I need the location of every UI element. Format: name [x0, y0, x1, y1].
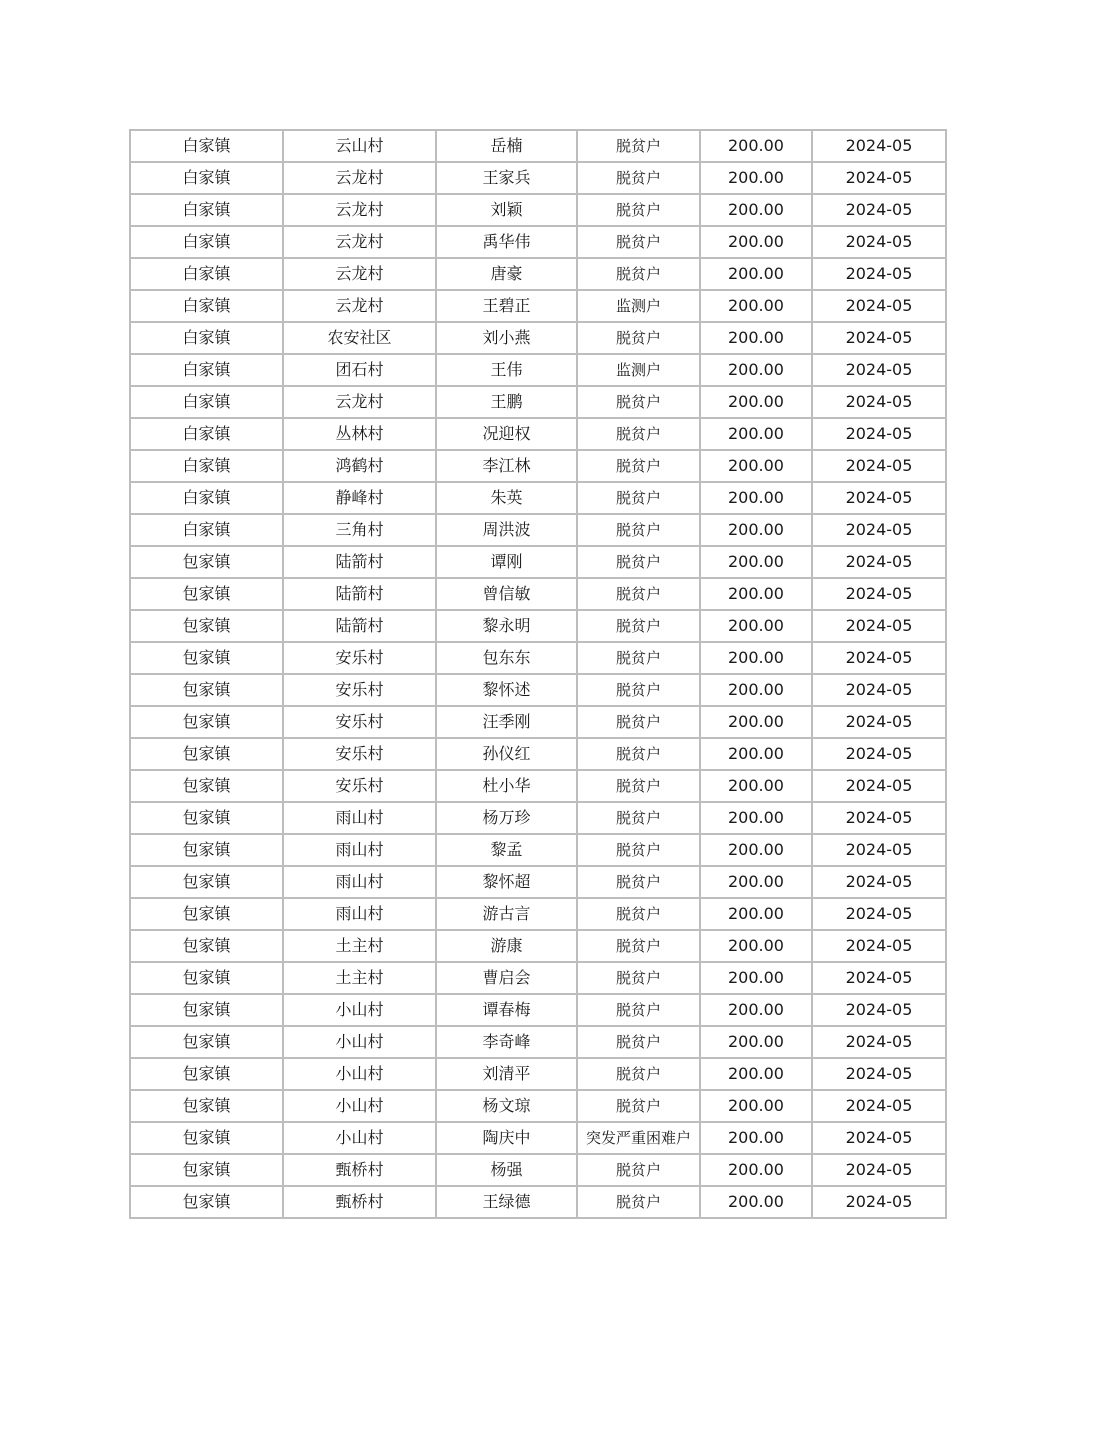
table-row: [130, 226, 946, 258]
village-cell: 陆箭村: [283, 610, 436, 642]
table-row: [130, 898, 946, 930]
month-cell: 2024-05: [812, 386, 946, 418]
amount-cell: 200.00: [700, 1154, 812, 1186]
village-cell: 农安社区: [283, 322, 436, 354]
village-cell: 云龙村: [283, 194, 436, 226]
amount-cell: 200.00: [700, 162, 812, 194]
amount-cell: 200.00: [700, 386, 812, 418]
town-cell: 白家镇: [130, 226, 283, 258]
name-cell: 谭刚: [436, 546, 577, 578]
household-type-cell: 脱贫户: [577, 162, 700, 194]
name-cell: 刘颖: [436, 194, 577, 226]
name-cell: 禹华伟: [436, 226, 577, 258]
village-cell: 雨山村: [283, 898, 436, 930]
household-type-cell: 脱贫户: [577, 706, 700, 738]
household-type-cell: 脱贫户: [577, 578, 700, 610]
town-cell: 白家镇: [130, 194, 283, 226]
table-row: [130, 738, 946, 770]
month-cell: 2024-05: [812, 514, 946, 546]
month-cell: 2024-05: [812, 706, 946, 738]
town-cell: 包家镇: [130, 1186, 283, 1218]
name-cell: 杨文琼: [436, 1090, 577, 1122]
town-cell: 包家镇: [130, 834, 283, 866]
household-type-cell: 脱贫户: [577, 898, 700, 930]
table-row: [130, 130, 946, 162]
month-cell: 2024-05: [812, 1090, 946, 1122]
village-cell: 云龙村: [283, 386, 436, 418]
village-cell: 小山村: [283, 994, 436, 1026]
town-cell: 白家镇: [130, 418, 283, 450]
town-cell: 白家镇: [130, 290, 283, 322]
name-cell: 汪季刚: [436, 706, 577, 738]
town-cell: 包家镇: [130, 1026, 283, 1058]
village-cell: 安乐村: [283, 674, 436, 706]
amount-cell: 200.00: [700, 994, 812, 1026]
village-cell: 安乐村: [283, 642, 436, 674]
town-cell: 包家镇: [130, 770, 283, 802]
amount-cell: 200.00: [700, 194, 812, 226]
table-row: [130, 322, 946, 354]
table-row: [130, 994, 946, 1026]
amount-cell: 200.00: [700, 962, 812, 994]
month-cell: 2024-05: [812, 1058, 946, 1090]
household-type-cell: 脱贫户: [577, 962, 700, 994]
town-cell: 包家镇: [130, 1154, 283, 1186]
month-cell: 2024-05: [812, 898, 946, 930]
table-row: [130, 194, 946, 226]
table-row: [130, 162, 946, 194]
name-cell: 包东东: [436, 642, 577, 674]
name-cell: 曾信敏: [436, 578, 577, 610]
village-cell: 静峰村: [283, 482, 436, 514]
month-cell: 2024-05: [812, 354, 946, 386]
name-cell: 黎怀超: [436, 866, 577, 898]
amount-cell: 200.00: [700, 450, 812, 482]
month-cell: 2024-05: [812, 258, 946, 290]
table-row: [130, 1090, 946, 1122]
table-row: [130, 1058, 946, 1090]
month-cell: 2024-05: [812, 674, 946, 706]
household-type-cell: 脱贫户: [577, 1186, 700, 1218]
name-cell: 王鹏: [436, 386, 577, 418]
month-cell: 2024-05: [812, 578, 946, 610]
village-cell: 小山村: [283, 1090, 436, 1122]
table-row: [130, 706, 946, 738]
household-type-cell: 脱贫户: [577, 418, 700, 450]
name-cell: 王伟: [436, 354, 577, 386]
month-cell: 2024-05: [812, 610, 946, 642]
table-row: [130, 546, 946, 578]
household-type-cell: 脱贫户: [577, 802, 700, 834]
name-cell: 孙仪红: [436, 738, 577, 770]
household-type-cell: 脱贫户: [577, 866, 700, 898]
table-row: [130, 770, 946, 802]
village-cell: 云龙村: [283, 258, 436, 290]
table-row: [130, 1154, 946, 1186]
month-cell: 2024-05: [812, 802, 946, 834]
amount-cell: 200.00: [700, 642, 812, 674]
name-cell: 刘小燕: [436, 322, 577, 354]
village-cell: 陆箭村: [283, 578, 436, 610]
household-type-cell: 突发严重困难户: [577, 1122, 700, 1154]
amount-cell: 200.00: [700, 258, 812, 290]
amount-cell: 200.00: [700, 930, 812, 962]
household-type-cell: 脱贫户: [577, 610, 700, 642]
table-row: [130, 450, 946, 482]
name-cell: 刘清平: [436, 1058, 577, 1090]
household-type-cell: 脱贫户: [577, 770, 700, 802]
village-cell: 甄桥村: [283, 1154, 436, 1186]
month-cell: 2024-05: [812, 1122, 946, 1154]
name-cell: 曹启会: [436, 962, 577, 994]
name-cell: 杜小华: [436, 770, 577, 802]
village-cell: 鸿鹤村: [283, 450, 436, 482]
amount-cell: 200.00: [700, 130, 812, 162]
household-type-cell: 脱贫户: [577, 834, 700, 866]
town-cell: 包家镇: [130, 802, 283, 834]
household-type-cell: 监测户: [577, 354, 700, 386]
name-cell: 陶庆中: [436, 1122, 577, 1154]
amount-cell: 200.00: [700, 1058, 812, 1090]
month-cell: 2024-05: [812, 482, 946, 514]
village-cell: 陆箭村: [283, 546, 436, 578]
table-row: [130, 642, 946, 674]
village-cell: 小山村: [283, 1122, 436, 1154]
table-row: [130, 386, 946, 418]
table-row: [130, 802, 946, 834]
month-cell: 2024-05: [812, 130, 946, 162]
table-row: [130, 930, 946, 962]
town-cell: 包家镇: [130, 674, 283, 706]
household-type-cell: 脱贫户: [577, 482, 700, 514]
month-cell: 2024-05: [812, 226, 946, 258]
village-cell: 三角村: [283, 514, 436, 546]
name-cell: 王碧正: [436, 290, 577, 322]
amount-cell: 200.00: [700, 354, 812, 386]
name-cell: 黎孟: [436, 834, 577, 866]
amount-cell: 200.00: [700, 834, 812, 866]
village-cell: 云龙村: [283, 162, 436, 194]
village-cell: 丛林村: [283, 418, 436, 450]
household-type-cell: 脱贫户: [577, 194, 700, 226]
table-row: [130, 578, 946, 610]
town-cell: 包家镇: [130, 994, 283, 1026]
table-row: [130, 1122, 946, 1154]
name-cell: 岳楠: [436, 130, 577, 162]
month-cell: 2024-05: [812, 546, 946, 578]
table-row: [130, 610, 946, 642]
amount-cell: 200.00: [700, 770, 812, 802]
table-row: [130, 962, 946, 994]
table-row: [130, 866, 946, 898]
village-cell: 云龙村: [283, 290, 436, 322]
household-type-cell: 脱贫户: [577, 1090, 700, 1122]
amount-cell: 200.00: [700, 546, 812, 578]
name-cell: 况迎权: [436, 418, 577, 450]
town-cell: 包家镇: [130, 866, 283, 898]
name-cell: 游康: [436, 930, 577, 962]
town-cell: 包家镇: [130, 1090, 283, 1122]
month-cell: 2024-05: [812, 1026, 946, 1058]
name-cell: 周洪波: [436, 514, 577, 546]
village-cell: 安乐村: [283, 706, 436, 738]
name-cell: 杨强: [436, 1154, 577, 1186]
village-cell: 小山村: [283, 1058, 436, 1090]
town-cell: 白家镇: [130, 482, 283, 514]
table-row: [130, 418, 946, 450]
amount-cell: 200.00: [700, 1186, 812, 1218]
month-cell: 2024-05: [812, 1154, 946, 1186]
amount-cell: 200.00: [700, 1090, 812, 1122]
name-cell: 黎永明: [436, 610, 577, 642]
table-row: [130, 834, 946, 866]
month-cell: 2024-05: [812, 290, 946, 322]
household-type-cell: 脱贫户: [577, 514, 700, 546]
village-cell: 土主村: [283, 930, 436, 962]
name-cell: 朱英: [436, 482, 577, 514]
name-cell: 李奇峰: [436, 1026, 577, 1058]
town-cell: 包家镇: [130, 962, 283, 994]
name-cell: 杨万珍: [436, 802, 577, 834]
household-type-cell: 脱贫户: [577, 450, 700, 482]
month-cell: 2024-05: [812, 322, 946, 354]
household-type-cell: 监测户: [577, 290, 700, 322]
amount-cell: 200.00: [700, 514, 812, 546]
amount-cell: 200.00: [700, 226, 812, 258]
name-cell: 谭春梅: [436, 994, 577, 1026]
town-cell: 白家镇: [130, 130, 283, 162]
town-cell: 包家镇: [130, 642, 283, 674]
town-cell: 包家镇: [130, 930, 283, 962]
month-cell: 2024-05: [812, 642, 946, 674]
amount-cell: 200.00: [700, 482, 812, 514]
table-row: [130, 354, 946, 386]
town-cell: 白家镇: [130, 386, 283, 418]
household-type-cell: 脱贫户: [577, 1026, 700, 1058]
household-type-cell: 脱贫户: [577, 546, 700, 578]
table-row: [130, 674, 946, 706]
table-row: [130, 290, 946, 322]
amount-cell: 200.00: [700, 802, 812, 834]
amount-cell: 200.00: [700, 674, 812, 706]
household-type-cell: 脱贫户: [577, 258, 700, 290]
town-cell: 包家镇: [130, 610, 283, 642]
village-cell: 土主村: [283, 962, 436, 994]
amount-cell: 200.00: [700, 290, 812, 322]
month-cell: 2024-05: [812, 834, 946, 866]
town-cell: 包家镇: [130, 898, 283, 930]
village-cell: 云龙村: [283, 226, 436, 258]
household-type-cell: 脱贫户: [577, 642, 700, 674]
month-cell: 2024-05: [812, 962, 946, 994]
village-cell: 甄桥村: [283, 1186, 436, 1218]
month-cell: 2024-05: [812, 194, 946, 226]
town-cell: 包家镇: [130, 706, 283, 738]
household-type-cell: 脱贫户: [577, 1058, 700, 1090]
village-cell: 团石村: [283, 354, 436, 386]
table-row: [130, 1026, 946, 1058]
town-cell: 白家镇: [130, 162, 283, 194]
amount-cell: 200.00: [700, 1026, 812, 1058]
household-type-cell: 脱贫户: [577, 1154, 700, 1186]
town-cell: 包家镇: [130, 738, 283, 770]
name-cell: 王家兵: [436, 162, 577, 194]
town-cell: 白家镇: [130, 514, 283, 546]
household-type-cell: 脱贫户: [577, 226, 700, 258]
town-cell: 白家镇: [130, 258, 283, 290]
table-row: [130, 482, 946, 514]
household-type-cell: 脱贫户: [577, 930, 700, 962]
town-cell: 包家镇: [130, 578, 283, 610]
amount-cell: 200.00: [700, 898, 812, 930]
town-cell: 包家镇: [130, 1058, 283, 1090]
month-cell: 2024-05: [812, 770, 946, 802]
town-cell: 包家镇: [130, 546, 283, 578]
amount-cell: 200.00: [700, 1122, 812, 1154]
amount-cell: 200.00: [700, 322, 812, 354]
table-row: [130, 514, 946, 546]
household-type-cell: 脱贫户: [577, 322, 700, 354]
month-cell: 2024-05: [812, 450, 946, 482]
household-type-cell: 脱贫户: [577, 738, 700, 770]
village-cell: 安乐村: [283, 738, 436, 770]
town-cell: 白家镇: [130, 450, 283, 482]
village-cell: 雨山村: [283, 866, 436, 898]
month-cell: 2024-05: [812, 162, 946, 194]
village-cell: 雨山村: [283, 802, 436, 834]
amount-cell: 200.00: [700, 738, 812, 770]
amount-cell: 200.00: [700, 706, 812, 738]
name-cell: 游古言: [436, 898, 577, 930]
records-table-body: [130, 130, 946, 1218]
records-table: [129, 129, 947, 1219]
amount-cell: 200.00: [700, 578, 812, 610]
table-row: [130, 1186, 946, 1218]
town-cell: 白家镇: [130, 354, 283, 386]
town-cell: 包家镇: [130, 1122, 283, 1154]
town-cell: 白家镇: [130, 322, 283, 354]
month-cell: 2024-05: [812, 418, 946, 450]
household-type-cell: 脱贫户: [577, 130, 700, 162]
household-type-cell: 脱贫户: [577, 674, 700, 706]
month-cell: 2024-05: [812, 1186, 946, 1218]
name-cell: 李江林: [436, 450, 577, 482]
name-cell: 黎怀述: [436, 674, 577, 706]
month-cell: 2024-05: [812, 738, 946, 770]
month-cell: 2024-05: [812, 994, 946, 1026]
village-cell: 小山村: [283, 1026, 436, 1058]
month-cell: 2024-05: [812, 866, 946, 898]
month-cell: 2024-05: [812, 930, 946, 962]
household-type-cell: 脱贫户: [577, 994, 700, 1026]
amount-cell: 200.00: [700, 866, 812, 898]
village-cell: 雨山村: [283, 834, 436, 866]
amount-cell: 200.00: [700, 610, 812, 642]
village-cell: 安乐村: [283, 770, 436, 802]
amount-cell: 200.00: [700, 418, 812, 450]
household-type-cell: 脱贫户: [577, 386, 700, 418]
name-cell: 王绿德: [436, 1186, 577, 1218]
village-cell: 云山村: [283, 130, 436, 162]
table-row: [130, 258, 946, 290]
name-cell: 唐豪: [436, 258, 577, 290]
